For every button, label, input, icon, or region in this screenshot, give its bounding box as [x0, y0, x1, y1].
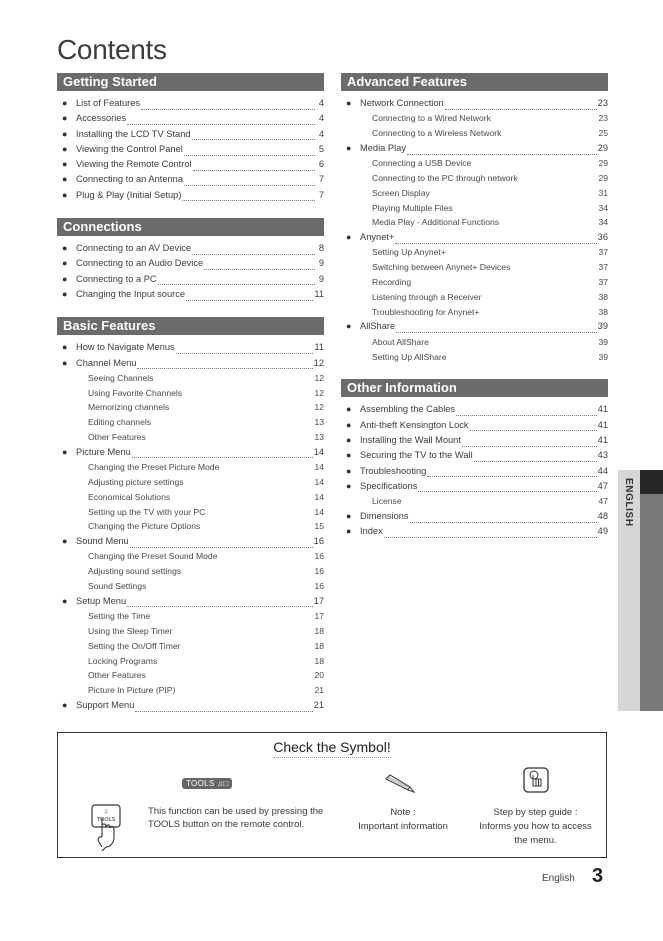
toc-subentry-label: License — [372, 496, 402, 507]
toc-subentry-page: 14 — [314, 506, 324, 517]
toc-entry-page: 49 — [597, 526, 608, 537]
dot-leader — [132, 449, 313, 458]
toc-subentry-label: Setting the Time — [88, 611, 151, 622]
toc-subentry-page: 47 — [598, 496, 608, 507]
toc-subentry[interactable] — [57, 639, 324, 654]
dot-leader — [193, 162, 315, 171]
toc-subentry-page: 37 — [598, 247, 608, 258]
toc-subentry-page: 39 — [598, 336, 608, 347]
tools-description: This function can be used by pressing the TOOLS button on the remote control. — [148, 806, 324, 830]
toc-entry-page: 4 — [318, 113, 324, 124]
toc-entry-label: Media Play — [360, 142, 406, 153]
toc-subentry[interactable] — [57, 668, 324, 683]
toc-subentry-page: 29 — [598, 172, 608, 183]
toc-entry-page: 41 — [597, 419, 608, 430]
toc-entry-page: 47 — [597, 480, 608, 491]
toc-entry-page: 44 — [597, 465, 608, 476]
dot-leader — [396, 324, 597, 333]
svg-text:♫: ♫ — [103, 809, 109, 815]
toc-subentry-page: 16 — [314, 581, 324, 592]
toc-entry[interactable] — [57, 142, 324, 157]
toc-subentry-label: Troubleshooting for Anynet+ — [372, 306, 480, 317]
toc-subentry-label: Changing the Picture Options — [88, 521, 201, 532]
toc-subentry[interactable] — [57, 654, 324, 669]
toc-entry[interactable] — [341, 448, 608, 463]
toc-entry-page: 8 — [318, 243, 324, 254]
dot-leader — [456, 407, 597, 416]
toc-entry[interactable] — [57, 256, 324, 271]
dot-leader — [127, 598, 313, 607]
dot-leader — [137, 360, 312, 369]
dot-leader — [158, 276, 315, 285]
toc-entry-label: Troubleshooting — [360, 465, 427, 476]
bullet-icon: ● — [346, 465, 352, 476]
bullet-icon: ● — [62, 595, 68, 606]
toc-subentry-page: 34 — [598, 202, 608, 213]
section-header: Connections — [57, 218, 324, 236]
toc-entry-page: 16 — [313, 536, 324, 547]
toc-subentry-label: Listening through a Receiver — [372, 291, 482, 302]
step-guide-description: Step by step guide : Informs you how to access the menu. — [479, 807, 592, 846]
toc-subentry-page: 14 — [314, 476, 324, 487]
toc-entry-page: 41 — [597, 404, 608, 415]
toc-subentry[interactable] — [57, 386, 324, 401]
tools-badge: TOOLS ♫□ — [182, 778, 232, 789]
bullet-icon: ● — [346, 142, 352, 153]
toc-subentry-label: Changing the Preset Sound Mode — [88, 551, 218, 562]
toc-subentry-page: 38 — [598, 306, 608, 317]
dot-leader — [130, 539, 313, 548]
toc-subentry[interactable] — [341, 335, 608, 350]
toc-entry-label: Connecting to an Audio Device — [76, 258, 204, 269]
toc-subentry-page: 14 — [314, 462, 324, 473]
toc-entry-label: Accessories — [76, 113, 127, 124]
toc-subentry-page: 15 — [314, 521, 324, 532]
toc-entry[interactable] — [57, 272, 324, 287]
toc-entry-page: 17 — [313, 595, 324, 606]
toc-subentry[interactable] — [57, 579, 324, 594]
toc-column-left — [57, 73, 324, 728]
toc-entry-label: How to Navigate Menus — [76, 342, 175, 353]
toc-entry-page: 9 — [318, 273, 324, 284]
toc-entry[interactable] — [57, 172, 324, 187]
toc-entry[interactable] — [57, 356, 324, 371]
toc-subentry[interactable] — [341, 111, 608, 126]
tools-remote-button-icon — [88, 803, 126, 853]
toc-column-right — [341, 73, 608, 555]
toc-subentry[interactable] — [57, 624, 324, 639]
toc-entry[interactable] — [57, 594, 324, 609]
toc-subentry-page: 12 — [314, 402, 324, 413]
section-header: Advanced Features — [341, 73, 608, 91]
toc-list — [57, 340, 324, 713]
toc-entry-label: Changing the Input source — [76, 288, 186, 299]
toc-entry[interactable] — [57, 287, 324, 302]
toc-subentry-page: 12 — [314, 387, 324, 398]
toc-entry[interactable] — [57, 241, 324, 256]
bullet-icon: ● — [62, 273, 68, 284]
tools-glyph-icon: ♫□ — [217, 779, 229, 788]
toc-subentry-page: 13 — [314, 417, 324, 428]
toc-entry-label: Connecting to a PC — [76, 273, 157, 284]
toc-entry[interactable] — [57, 534, 324, 549]
dot-leader — [427, 468, 596, 477]
toc-subentry-page: 29 — [598, 158, 608, 169]
bullet-icon: ● — [62, 98, 68, 108]
dot-leader — [176, 345, 314, 354]
dot-leader — [182, 192, 315, 201]
dot-leader — [184, 147, 315, 156]
toc-subentry-label: Connecting to a Wireless Network — [372, 128, 502, 139]
step-guide-hand-icon — [523, 767, 549, 793]
toc-subentry[interactable] — [57, 475, 324, 490]
toc-subentry[interactable] — [57, 400, 324, 415]
toc-entry[interactable] — [341, 479, 608, 494]
toc-subentry[interactable] — [341, 275, 608, 290]
toc-entry[interactable] — [341, 418, 608, 433]
toc-entry-page: 14 — [313, 446, 324, 457]
toc-subentry-label: Other Features — [88, 432, 146, 443]
dot-leader — [135, 703, 312, 712]
toc-entry-page: 9 — [318, 258, 324, 269]
toc-entry-label: Picture Menu — [76, 446, 131, 457]
bullet-icon: ● — [62, 113, 68, 124]
dot-leader — [192, 131, 315, 140]
toc-entry-page: 5 — [318, 143, 324, 154]
bullet-icon: ● — [62, 189, 68, 200]
toc-entry[interactable] — [341, 524, 608, 539]
toc-entry-label: Index — [360, 526, 383, 537]
toc-entry-page: 11 — [314, 342, 324, 353]
toc-entry[interactable] — [57, 127, 324, 142]
toc-entry-label: Dimensions — [360, 510, 409, 521]
dot-leader — [384, 529, 597, 538]
section-header: Basic Features — [57, 317, 324, 335]
dot-leader — [127, 116, 315, 125]
toc-entry-page: 7 — [318, 189, 324, 200]
toc-subentry-label: Setting the On/Off Timer — [88, 640, 181, 651]
toc-subentry-label: Using Favorite Channels — [88, 387, 183, 398]
toc-subentry-label: Adjusting sound settings — [88, 566, 182, 577]
toc-subentry[interactable] — [341, 201, 608, 216]
toc-subentry-label: Connecting to a Wired Network — [372, 113, 491, 124]
toc-subentry[interactable] — [341, 186, 608, 201]
toc-entry-label: Setup Menu — [76, 595, 127, 606]
toc-subentry[interactable] — [341, 171, 608, 186]
toc-entry-label: Installing the LCD TV Stand — [76, 128, 191, 139]
toc-subentry-label: Connecting a USB Device — [372, 158, 472, 169]
bullet-icon: ● — [62, 143, 68, 154]
toc-subentry-page: 18 — [314, 625, 324, 636]
dot-leader — [474, 453, 597, 462]
note-pencil-icon — [382, 773, 418, 795]
toc-subentry[interactable] — [57, 430, 324, 445]
toc-subentry[interactable] — [341, 305, 608, 320]
toc-entry-page: 36 — [597, 232, 608, 243]
toc-subentry[interactable] — [341, 245, 608, 260]
dot-leader — [410, 514, 597, 523]
toc-subentry-label: Sound Settings — [88, 581, 147, 592]
toc-subentry-page: 18 — [314, 655, 324, 666]
toc-list — [341, 96, 608, 364]
toc-entry[interactable] — [341, 96, 608, 111]
bullet-icon: ● — [62, 288, 68, 299]
toc-subentry[interactable] — [57, 460, 324, 475]
toc-entry[interactable] — [57, 188, 324, 203]
toc-list — [57, 96, 324, 203]
toc-subentry-page: 16 — [314, 551, 324, 562]
toc-entry[interactable] — [341, 402, 608, 417]
bullet-icon: ● — [62, 243, 68, 254]
dot-leader — [418, 483, 596, 492]
toc-subentry-label: Screen Display — [372, 187, 430, 198]
toc-subentry-page: 39 — [598, 351, 608, 362]
toc-subentry-label: Recording — [372, 277, 412, 288]
toc-entry[interactable] — [57, 445, 324, 460]
toc-entry-label: Anynet+ — [360, 232, 395, 243]
toc-entry-page: 6 — [318, 159, 324, 170]
toc-subentry[interactable] — [57, 519, 324, 534]
toc-subentry[interactable] — [341, 126, 608, 141]
toc-subentry-label: Setting Up Anynet+ — [372, 247, 446, 258]
dot-leader — [470, 422, 597, 431]
toc-subentry-label: Seeing Channels — [88, 372, 154, 383]
toc-entry-label: Sound Menu — [76, 536, 129, 547]
toc-entry-label: Network Connection — [360, 98, 444, 108]
note-description: Note : Important information — [358, 807, 448, 832]
toc-subentry[interactable] — [57, 609, 324, 624]
toc-subentry-label: Adjusting picture settings — [88, 476, 184, 487]
toc-subentry[interactable] — [57, 371, 324, 386]
bullet-icon: ● — [346, 321, 352, 332]
toc-entry[interactable] — [341, 433, 608, 448]
dot-leader — [395, 235, 596, 244]
bullet-icon: ● — [62, 159, 68, 170]
toc-list — [57, 241, 324, 302]
toc-subentry-page: 13 — [314, 432, 324, 443]
toc-subentry-label: Changing the Preset Picture Mode — [88, 462, 220, 473]
toc-subentry[interactable] — [57, 683, 324, 698]
bullet-icon: ● — [62, 699, 68, 710]
toc-subentry-page: 34 — [598, 217, 608, 228]
toc-subentry[interactable] — [57, 490, 324, 505]
toc-entry-label: Viewing the Control Panel — [76, 143, 183, 154]
toc-entry[interactable] — [57, 698, 324, 713]
bullet-icon: ● — [346, 510, 352, 521]
dot-leader — [445, 101, 597, 110]
toc-entry-label: Specifications — [360, 480, 418, 491]
bullet-icon: ● — [62, 446, 68, 457]
toc-entry[interactable] — [57, 157, 324, 172]
toc-entry[interactable] — [341, 464, 608, 479]
bullet-icon: ● — [346, 404, 352, 415]
bullet-icon: ● — [346, 419, 352, 430]
toc-subentry-label: Media Play - Additional Functions — [372, 217, 500, 228]
bullet-icon: ● — [62, 342, 68, 353]
bullet-icon: ● — [62, 128, 68, 139]
toc-entry-page: 7 — [318, 174, 324, 185]
toc-entry-label: Support Menu — [76, 699, 135, 710]
toc-entry-page: 43 — [597, 450, 608, 461]
toc-subentry-label: Using the Sleep Timer — [88, 625, 173, 636]
language-tab-label: ENGLISH — [623, 478, 634, 527]
symbol-box-title: Check the Symbol! — [273, 739, 391, 758]
toc-subentry-label: Editing channels — [88, 417, 152, 428]
bullet-icon: ● — [346, 434, 352, 445]
toc-subentry[interactable] — [341, 156, 608, 171]
toc-entry-page: 4 — [318, 128, 324, 139]
toc-subentry[interactable] — [341, 290, 608, 305]
toc-entry-page: 29 — [597, 142, 608, 153]
toc-entry-label: List of Features — [76, 98, 141, 108]
toc-subentry-label: Playing Multiple Files — [372, 202, 453, 213]
toc-entry-label: Channel Menu — [76, 357, 137, 368]
toc-subentry[interactable] — [57, 415, 324, 430]
toc-subentry-label: About AllShare — [372, 336, 429, 347]
toc-entry[interactable] — [57, 96, 324, 111]
toc-subentry-label: Switching between Anynet+ Devices — [372, 262, 511, 273]
toc-subentry-label: Locking Programs — [88, 655, 158, 666]
toc-entry-page: 21 — [313, 699, 324, 710]
footer-language: English — [542, 873, 575, 884]
toc-subentry-label: Connecting to the PC through network — [372, 172, 518, 183]
toc-entry-page: 23 — [597, 98, 608, 108]
toc-subentry-label: Other Features — [88, 670, 146, 681]
toc-list — [341, 402, 608, 539]
toc-entry-page: 11 — [314, 288, 324, 299]
toc-entry-label: AllShare — [360, 321, 396, 332]
section-header: Getting Started — [57, 73, 324, 91]
bullet-icon: ● — [62, 258, 68, 269]
toc-subentry-page: 20 — [314, 670, 324, 681]
language-side-tab — [618, 470, 663, 711]
check-the-symbol-box — [57, 732, 607, 858]
bullet-icon: ● — [346, 526, 352, 537]
toc-subentry-page: 37 — [598, 277, 608, 288]
dot-leader — [141, 101, 315, 110]
toc-entry-page: 39 — [597, 321, 608, 332]
bullet-icon: ● — [346, 450, 352, 461]
toc-section — [57, 218, 324, 302]
toc-subentry-page: 37 — [598, 262, 608, 273]
toc-subentry-page: 23 — [598, 113, 608, 124]
toc-subentry[interactable] — [341, 350, 608, 365]
toc-subentry[interactable] — [341, 215, 608, 230]
toc-subentry-page: 16 — [314, 566, 324, 577]
toc-subentry-label: Setting up the TV with your PC — [88, 506, 206, 517]
toc-entry-label: Installing the Wall Mount — [360, 434, 461, 445]
bullet-icon: ● — [346, 232, 352, 243]
toc-subentry-label: Setting Up AllShare — [372, 351, 447, 362]
toc-entry[interactable] — [57, 340, 324, 355]
toc-entry-page: 41 — [597, 434, 608, 445]
toc-entry[interactable] — [57, 111, 324, 126]
toc-subentry-label: Economical Solutions — [88, 491, 171, 502]
toc-subentry[interactable] — [341, 260, 608, 275]
toc-entry[interactable] — [341, 230, 608, 245]
toc-entry-page: 48 — [597, 510, 608, 521]
toc-entry-label: Plug & Play (Initial Setup) — [76, 189, 182, 200]
toc-entry-label: Connecting to an AV Device — [76, 243, 192, 254]
toc-entry[interactable] — [341, 319, 608, 334]
bullet-icon: ● — [62, 357, 68, 368]
toc-entry-page: 12 — [313, 357, 324, 368]
toc-subentry-page: 12 — [314, 372, 324, 383]
dot-leader — [186, 292, 313, 301]
toc-section — [57, 73, 324, 203]
toc-section — [341, 379, 608, 539]
toc-subentry-page: 21 — [314, 685, 324, 696]
bullet-icon: ● — [346, 480, 352, 491]
toc-subentry-page: 25 — [598, 128, 608, 139]
section-header: Other Information — [341, 379, 608, 397]
dot-leader — [462, 438, 597, 447]
dot-leader — [407, 146, 597, 155]
svg-text:TOOLS: TOOLS — [96, 817, 116, 823]
page-title: Contents — [57, 34, 167, 65]
toc-subentry[interactable] — [341, 494, 608, 509]
toc-subentry[interactable] — [57, 549, 324, 564]
toc-entry[interactable] — [341, 141, 608, 156]
toc-entry-label: Assembling the Cables — [360, 404, 456, 415]
toc-entry-label: Securing the TV to the Wall — [360, 450, 473, 461]
toc-section — [341, 73, 608, 364]
toc-subentry-page: 38 — [598, 291, 608, 302]
bullet-icon: ● — [62, 536, 68, 547]
toc-subentry[interactable] — [57, 505, 324, 520]
toc-entry[interactable] — [341, 509, 608, 524]
toc-subentry-page: 18 — [314, 640, 324, 651]
toc-entry-label: Connecting to an Antenna — [76, 174, 184, 185]
toc-subentry-page: 14 — [314, 491, 324, 502]
toc-subentry[interactable] — [57, 564, 324, 579]
bullet-icon: ● — [62, 174, 68, 185]
toc-subentry-page: 17 — [314, 611, 324, 622]
toc-subentry-label: Picture In Picture (PIP) — [88, 685, 176, 696]
dot-leader — [192, 246, 315, 255]
dot-leader — [204, 261, 315, 270]
toc-entry-page: 4 — [318, 98, 324, 108]
toc-subentry-page: 31 — [598, 187, 608, 198]
dot-leader — [184, 177, 315, 186]
bullet-icon: ● — [346, 98, 352, 108]
page-number: 3 — [592, 865, 604, 887]
toc-entry-label: Viewing the Remote Control — [76, 159, 192, 170]
toc-entry-label: Anti-theft Kensington Lock — [360, 419, 469, 430]
toc-section — [57, 317, 324, 713]
toc-subentry-label: Memorizing channels — [88, 402, 170, 413]
